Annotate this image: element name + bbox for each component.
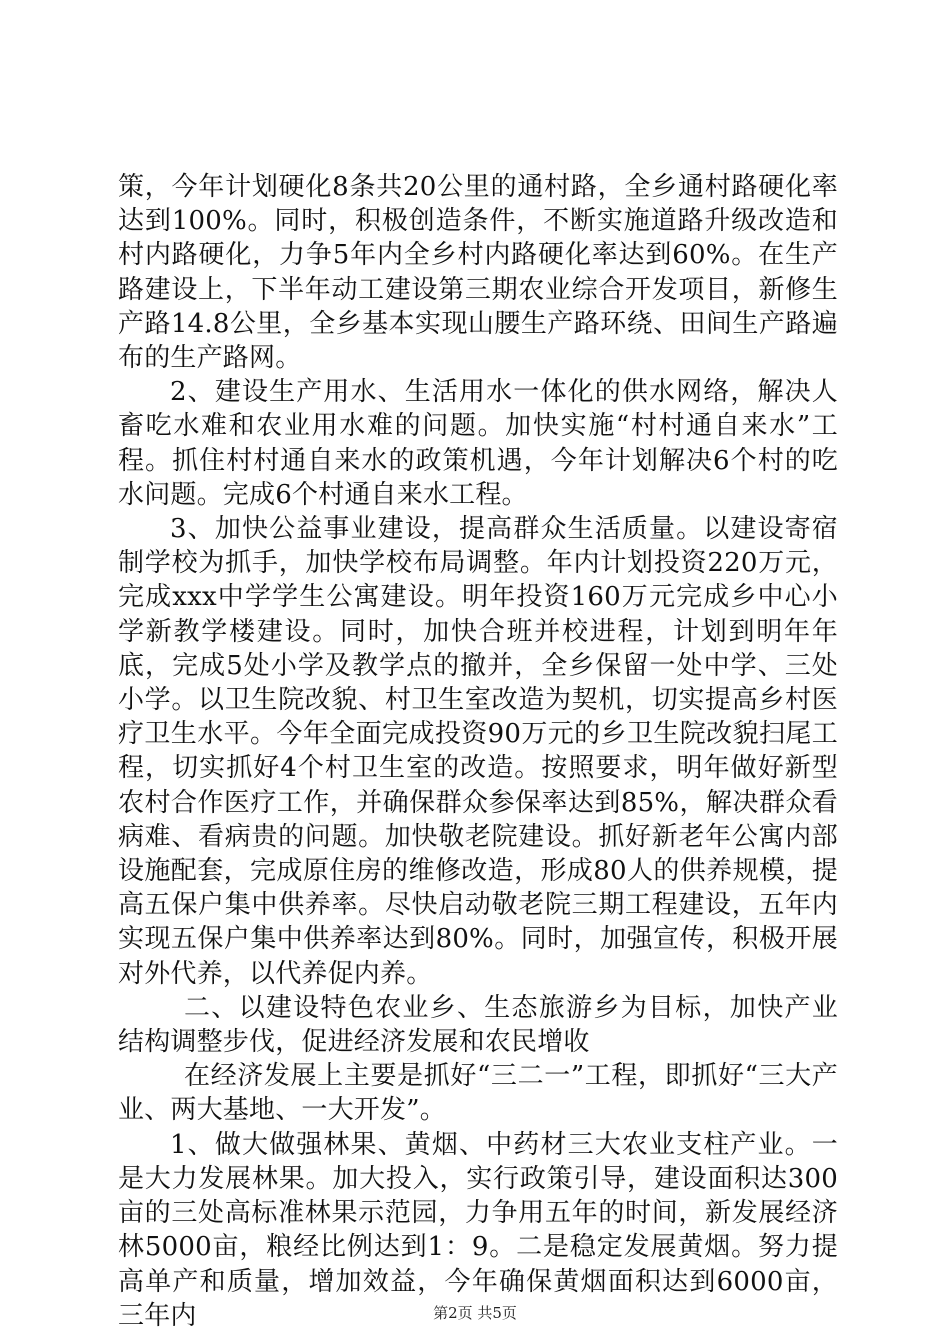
- paragraph-water-supply: 2、建设生产用水、生活用水一体化的供水网络，解决人畜吃水难和农业用水难的问题。加快实施“村村通自来水”工程。抓住村村通自来水的政策机遇，今年计划解决6个村的吃水问题。完成6个村通自来水工程。: [118, 377, 838, 510]
- section-heading-industry: 二、以建设特色农业乡、生态旅游乡为目标，加快产业结构调整步伐，促进经济发展和农民增收: [118, 992, 838, 1058]
- paragraph-pillar-industries: 1、做大做强林果、黄烟、中药材三大农业支柱产业。一是大力发展林果。加大投入，实行政策引导，建设面积达300亩的三处高标准林果示范园，力争用五年的时间，新发展经济林5000亩，粮经比例达到1：9。二是稳定发展黄烟。努力提高单产和质量，增加效益，今年确保黄烟面积达到6000亩，三年内: [118, 1129, 838, 1331]
- page-number-footer: 第2页 共5页: [433, 1304, 517, 1322]
- paragraph-public-welfare: 3、加快公益事业建设，提高群众生活质量。以建设寄宿制学校为抓手，加快学校布局调整。年内计划投资220万元，完成xxx中学学生公寓建设。明年投资160万元完成乡中心小学新教学楼建设。同时，加快合班并校进程，计划到明年年底，完成5处小学及教学点的撤并，全乡保留一处中学、三处小学。以卫生院改貌、村卫生室改造为契机，切实提高乡村医疗卫生水平。今年全面完成投资90万元的乡卫生院改貌扫尾工程，切实抓好4个村卫生室的改造。按照要求，明年做好新型农村合作医疗工作，并确保群众参保率达到85%，解决群众看病难、看病贵的问题。加快敬老院建设。抓好新老年公寓内部设施配套，完成原住房的维修改造，形成80人的供养规模，提高五保户集中供养率。尽快启动敬老院三期工程建设，五年内实现五保户集中供养率达到80%。同时，加强宣传，积极开展对外代养，以代养促内养。: [118, 514, 838, 989]
- paragraph-economic-development: 在经济发展上主要是抓好“三二一”工程，即抓好“三大产业、两大基地、一大开发”。: [118, 1061, 838, 1126]
- paragraph-road-construction: 策，今年计划硬化8条共20公里的通村路，全乡通村路硬化率达到100%。同时，积极创造条件，不断实施道路升级改造和村内路硬化，力争5年内全乡村内路硬化率达到60%。在生产路建设上，下半年动工建设第三期农业综合开发项目，新修生产路14.8公里，全乡基本实现山腰生产路环绕、田间生产路遍布的生产路网。: [118, 172, 838, 374]
- document-body: [118, 170, 838, 1333]
